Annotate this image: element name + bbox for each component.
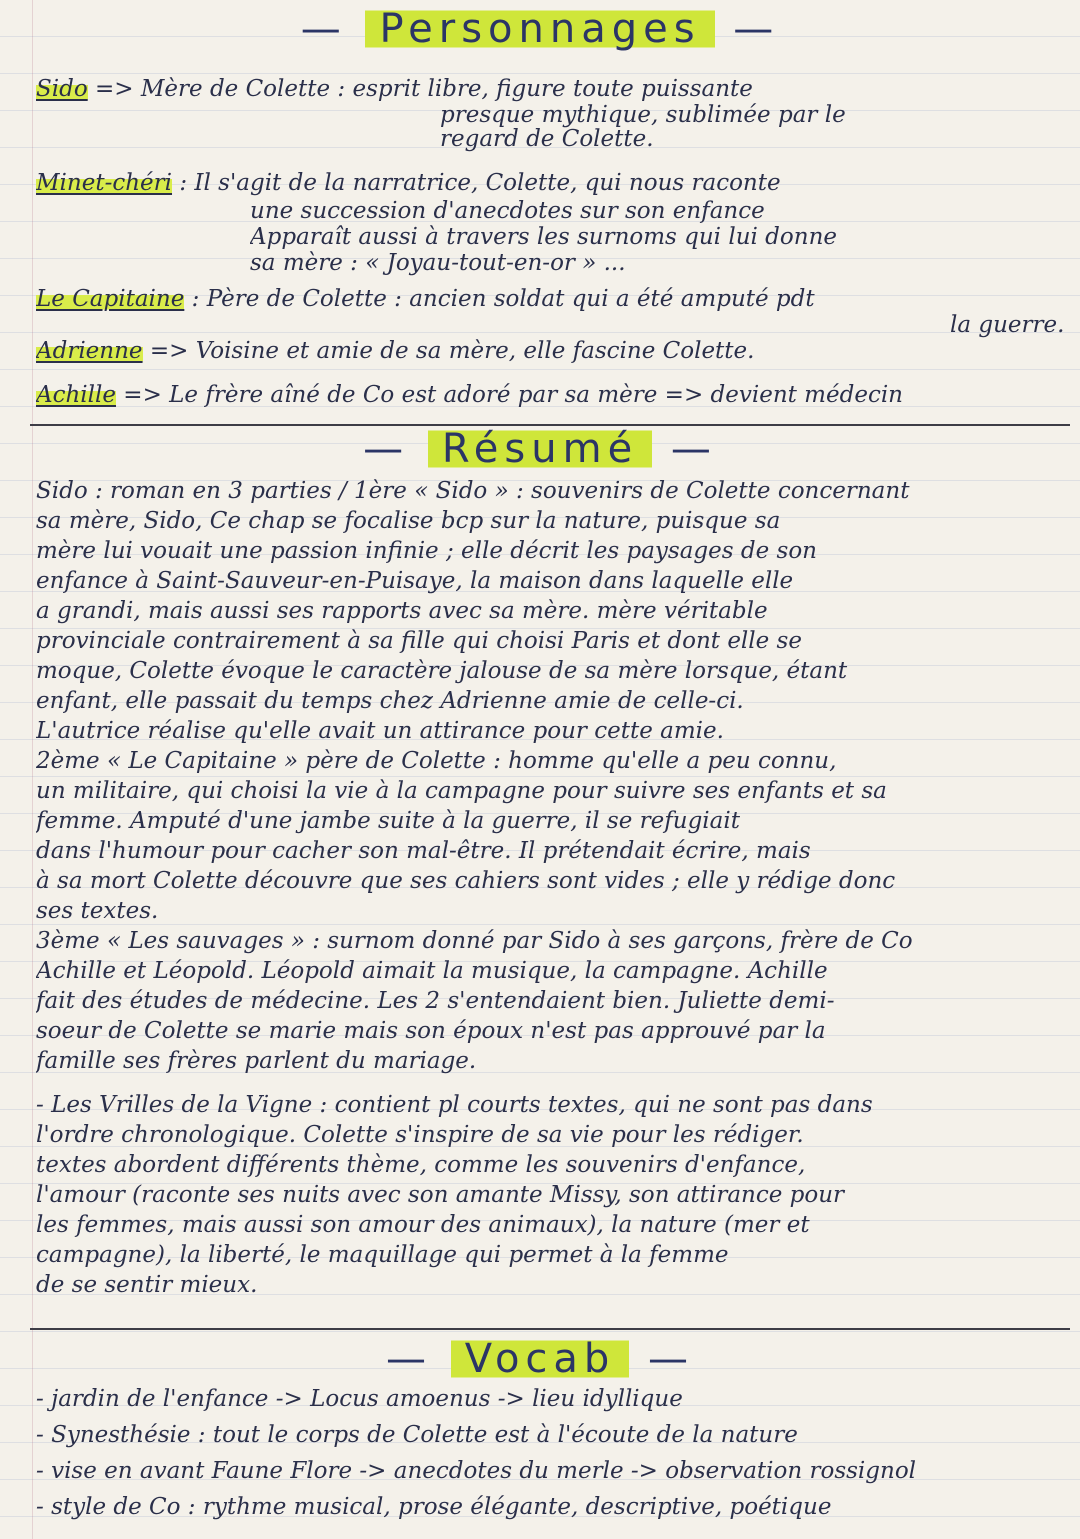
character-row-sido: Sido => Mère de Colette : esprit libre, figure toute puissante [36, 76, 753, 102]
resume-line: dans l'humour pour cacher son mal-être. Il prétendait écrire, mais [36, 838, 811, 864]
vocab-line: - style de Co : rythme musical, prose élégante, descriptive, poétique [36, 1494, 832, 1520]
character-row-minet-cheri: Minet-chéri : Il s'agit de la narratrice, Colette, qui nous raconte [36, 170, 781, 196]
minet-desc-line-2: une succession d'anecdotes sur son enfance [250, 198, 765, 224]
vocab-line: - vise en avant Faune Flore -> anecdotes du merle -> observation rossignol [36, 1458, 917, 1484]
character-row-capitaine: Le Capitaine : Père de Colette : ancien soldat qui a été amputé pdt [36, 286, 815, 312]
resume-line: provinciale contrairement à sa fille qui choisi Paris et dont elle se [36, 628, 802, 654]
resume-line: Achille et Léopold. Léopold aimait la musique, la campagne. Achille [36, 958, 828, 984]
personnages-title: — Personnages — [300, 6, 780, 52]
vocab-line: - Synesthésie : tout le corps de Colette est à l'écoute de la nature [36, 1422, 798, 1448]
character-row-achille: Achille => Le frère aîné de Co est adoré par sa mère => devient médecin [36, 382, 903, 408]
resume-line: Sido : roman en 3 parties / 1ère « Sido » : souvenirs de Colette concernant [36, 478, 910, 504]
section-divider [30, 1328, 1070, 1330]
capitaine-desc-line-2: la guerre. [950, 312, 1065, 338]
resume-line: mère lui vouait une passion infinie ; elle décrit les paysages de son [36, 538, 817, 564]
resume-title: — Résumé — [363, 426, 717, 472]
resume-line: moque, Colette évoque le caractère jalouse de sa mère lorsque, étant [36, 658, 848, 684]
resume-line: soeur de Colette se marie mais son époux n'est pas approuvé par la [36, 1018, 826, 1044]
resume-line: L'autrice réalise qu'elle avait un attirance pour cette amie. [36, 718, 724, 744]
minet-desc-line-3: Apparaît aussi à travers les surnoms qui lui donne [250, 224, 837, 250]
resume-line: l'ordre chronologique. Colette s'inspire de sa vie pour les rédiger. [36, 1122, 804, 1148]
resume-line: ses textes. [36, 898, 159, 924]
resume-line: femme. Amputé d'une jambe suite à la guerre, il se refugiait [36, 808, 740, 834]
resume-line: enfant, elle passait du temps chez Adrienne amie de celle-ci. [36, 688, 744, 714]
resume-line: l'amour (raconte ses nuits avec son amante Missy, son attirance pour [36, 1182, 845, 1208]
resume-line: - Les Vrilles de la Vigne : contient pl courts textes, qui ne sont pas dans [36, 1092, 873, 1118]
margin-line [32, 0, 33, 1539]
resume-line: les femmes, mais aussi son amour des animaux), la nature (mer et [36, 1212, 810, 1238]
minet-desc-line-4: sa mère : « Joyau-tout-en-or » ... [250, 250, 626, 276]
resume-line: 3ème « Les sauvages » : surnom donné par Sido à ses garçons, frère de Co [36, 928, 913, 954]
vocab-title: — Vocab — [385, 1336, 695, 1382]
resume-line: famille ses frères parlent du mariage. [36, 1048, 477, 1074]
resume-line: a grandi, mais aussi ses rapports avec sa mère. mère véritable [36, 598, 768, 624]
resume-line: à sa mort Colette découvre que ses cahiers sont vides ; elle y rédige donc [36, 868, 896, 894]
vocab-line: - jardin de l'enfance -> Locus amoenus -> lieu idyllique [36, 1386, 683, 1412]
sido-desc-line-3: regard de Colette. [440, 126, 654, 152]
resume-line: un militaire, qui choisi la vie à la campagne pour suivre ses enfants et sa [36, 778, 887, 804]
resume-line: 2ème « Le Capitaine » père de Colette : homme qu'elle a peu connu, [36, 748, 837, 774]
resume-line: enfance à Saint-Sauveur-en-Puisaye, la maison dans laquelle elle [36, 568, 794, 594]
resume-line: campagne), la liberté, le maquillage qui permet à la femme [36, 1242, 729, 1268]
resume-line: textes abordent différents thème, comme les souvenirs d'enfance, [36, 1152, 806, 1178]
character-row-adrienne: Adrienne => Voisine et amie de sa mère, elle fascine Colette. [36, 338, 755, 364]
resume-line: de se sentir mieux. [36, 1272, 258, 1298]
resume-line: sa mère, Sido, Ce chap se focalise bcp sur la nature, puisque sa [36, 508, 781, 534]
sido-desc-line-2: presque mythique, sublimée par le [440, 102, 846, 128]
resume-line: fait des études de médecine. Les 2 s'entendaient bien. Juliette demi- [36, 988, 835, 1014]
